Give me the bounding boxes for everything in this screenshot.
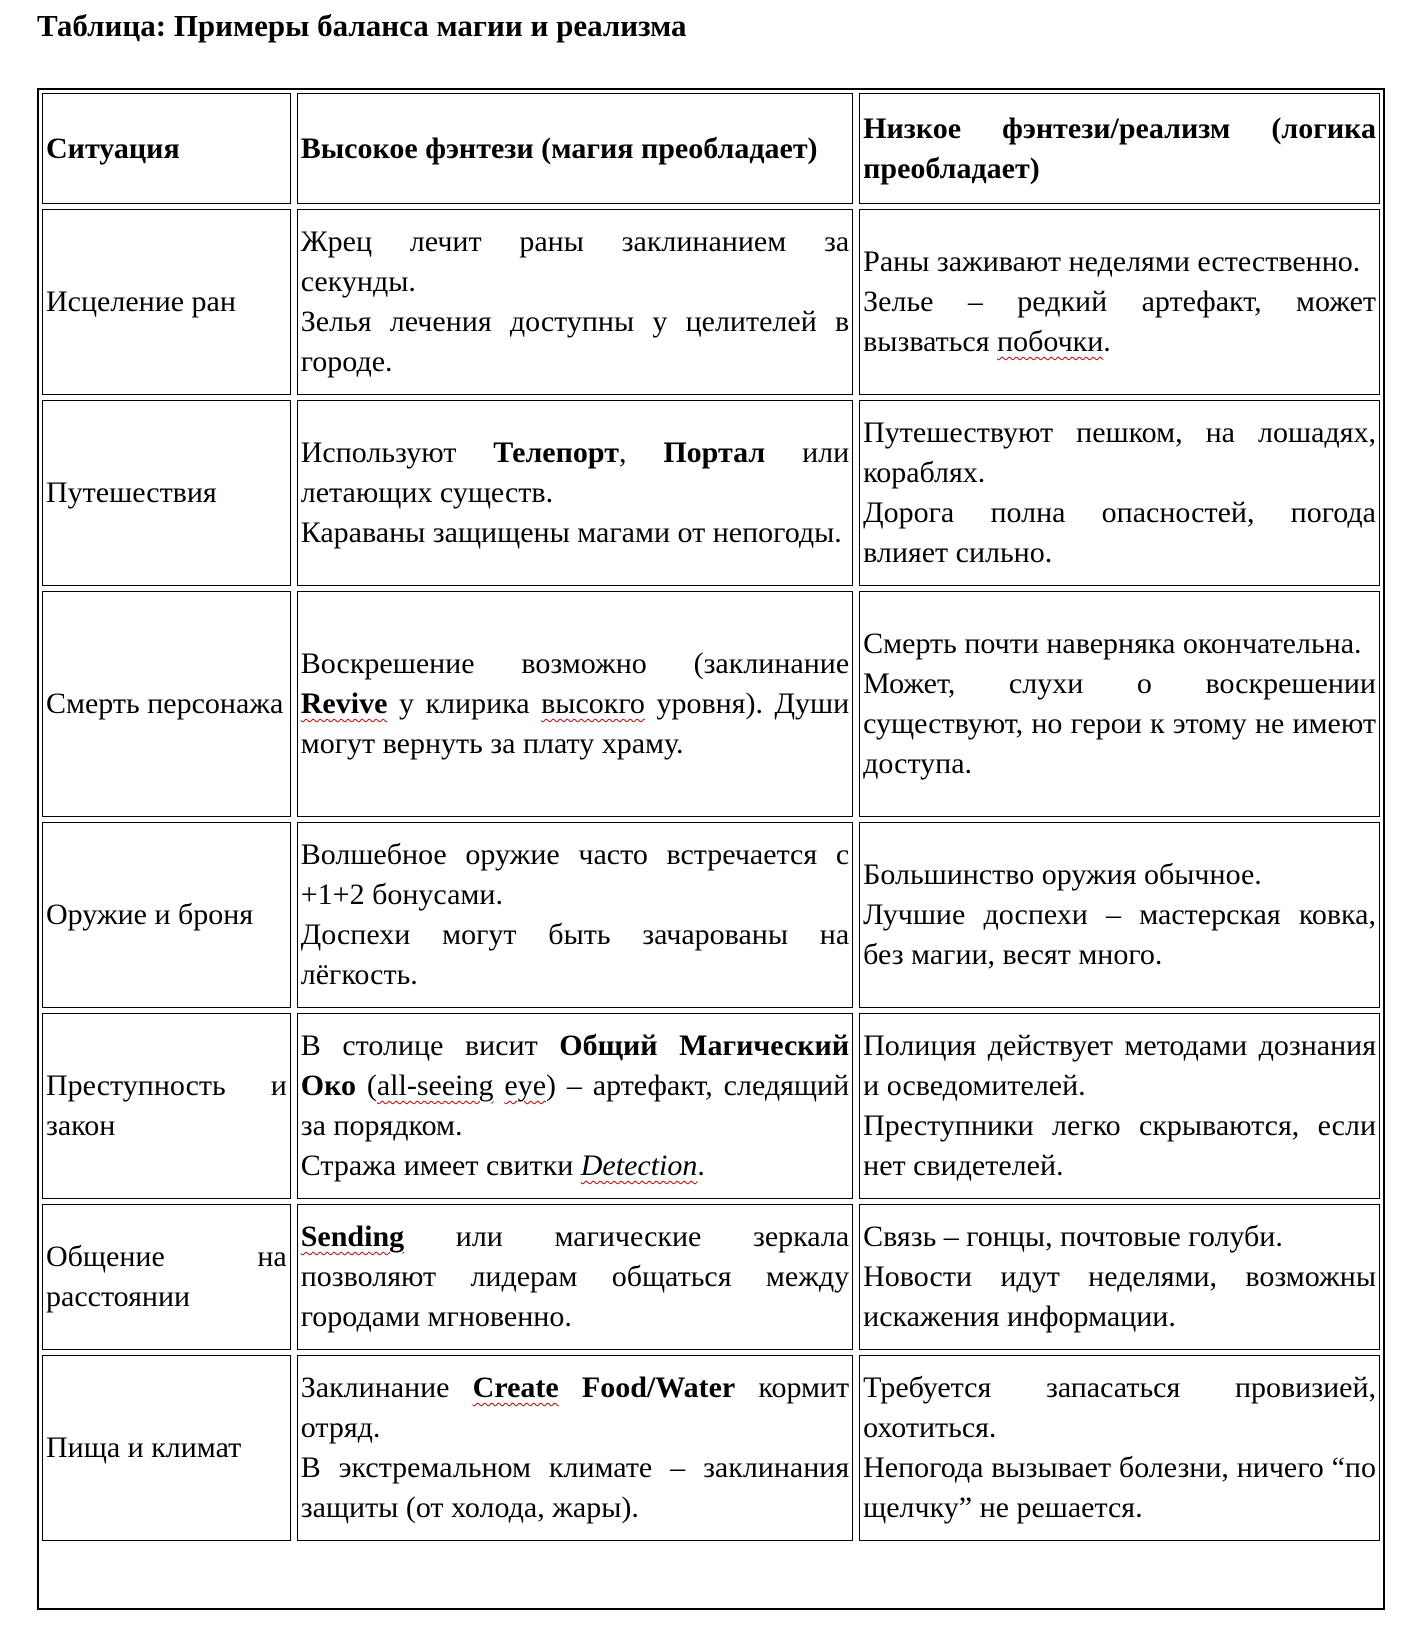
table-header-row: [42, 93, 1380, 204]
cell-line: Зелье – редкий артефакт, может вызваться побочки.: [863, 285, 1376, 358]
bold-term: Revive: [300, 687, 388, 720]
cell-line: Заклинание Create Food/Water кормит отряд.: [300, 1371, 850, 1444]
header-low-fantasy: Низкое фэнтези/реализм (логика преобладает): [859, 93, 1380, 204]
cell-line: Зелья лечения доступны у целителей в городе.: [300, 305, 850, 378]
row-high-fantasy: [297, 1204, 853, 1350]
table-row: [42, 209, 1380, 395]
table-row: [42, 400, 1380, 586]
cell-line: Доспехи могут быть зачарованы на лёгкость.: [300, 918, 850, 991]
spellcheck-word: высокго: [541, 687, 645, 720]
cell-line: Раны заживают неделями естественно.: [863, 245, 1361, 278]
cell-line: Непогода вызывает болезни, ничего “по щелчку” не решается.: [863, 1451, 1376, 1524]
header-situation: Ситуация: [42, 93, 291, 204]
comparison-table-frame: [37, 88, 1385, 1610]
cell-line: Полиция действует методами дознания и осведомителей.: [863, 1029, 1376, 1102]
bold-term: Food/Water: [581, 1371, 736, 1404]
row-situation: Исцеление ран: [42, 209, 291, 395]
cell-line: Может, слухи о воскрешении существуют, но герои к этому не имеют доступа.: [863, 667, 1376, 780]
cell-line: Волшебное оружие часто встречается с +1+2 бонусами.: [300, 838, 850, 911]
cell-line: Дорога полна опасностей, погода влияет сильно.: [863, 496, 1376, 569]
cell-line: Связь – гонцы, почтовые голуби.: [863, 1220, 1283, 1253]
cell-line: Жрец лечит раны заклинанием за секунды.: [300, 225, 850, 298]
spellcheck-word: all-seeing: [376, 1069, 494, 1102]
row-low-fantasy: [859, 209, 1380, 395]
cell-line: Используют Телепорт, Портал или летающих существ.: [300, 436, 850, 509]
table-row: [42, 591, 1380, 817]
row-situation: Смерть персонажа: [42, 591, 291, 817]
bold-term: Общий Магический Око: [300, 1029, 850, 1102]
cell-line: Новости идут неделями, возможны искажения информации.: [863, 1260, 1376, 1333]
table-row: [42, 822, 1380, 1008]
page-title: Таблица: Примеры баланса магии и реализма: [37, 8, 687, 43]
row-high-fantasy: [297, 591, 853, 817]
cell-line: Путешествуют пешком, на лошадях, кораблях.: [863, 416, 1376, 489]
cell-line: Преступники легко скрываются, если нет свидетелей.: [863, 1109, 1376, 1182]
row-situation: Путешествия: [42, 400, 291, 586]
cell-line: В экстремальном климате – заклинания защиты (от холода, жары).: [300, 1451, 850, 1524]
bold-term: Sending: [300, 1220, 405, 1253]
bold-term: Телепорт: [493, 436, 619, 469]
row-situation: Преступность и закон: [42, 1013, 291, 1199]
row-situation: Пища и климат: [42, 1355, 291, 1541]
cell-line: В столице висит Общий Магический Око (all-seeing eye) – артефакт, следящий за порядком.: [300, 1029, 850, 1142]
cell-line: Требуется запасаться провизией, охотиться.: [863, 1371, 1376, 1444]
row-high-fantasy: [297, 209, 853, 395]
row-low-fantasy: [859, 1355, 1380, 1541]
cell-line: Воскрешение возможно (заклинание Revive у клирика высокго уровня). Души могут вернуть за плату храму.: [300, 647, 850, 760]
row-high-fantasy: [297, 1013, 853, 1199]
spellcheck-word: eye: [504, 1069, 547, 1102]
row-low-fantasy: [859, 1204, 1380, 1350]
comparison-table: [36, 88, 1386, 1546]
row-situation: Общение на расстоянии: [42, 1204, 291, 1350]
cell-line: Смерть почти наверняка окончательна.: [863, 627, 1362, 660]
cell-line: Sending или магические зеркала позволяют лидерам общаться между городами мгновенно.: [300, 1220, 850, 1333]
bold-term: Портал: [663, 436, 766, 469]
row-low-fantasy: [859, 1013, 1380, 1199]
spellcheck-word: побочки: [997, 325, 1104, 358]
table-row: [42, 1204, 1380, 1350]
bold-term: Create: [472, 1371, 559, 1404]
row-situation: Оружие и броня: [42, 822, 291, 1008]
row-high-fantasy: [297, 1355, 853, 1541]
row-low-fantasy: [859, 591, 1380, 817]
italic-term: Detection: [580, 1149, 698, 1182]
cell-line: Стража имеет свитки Detection.: [300, 1149, 705, 1182]
row-high-fantasy: [297, 822, 853, 1008]
row-low-fantasy: [859, 822, 1380, 1008]
table-row: [42, 1013, 1380, 1199]
row-low-fantasy: [859, 400, 1380, 586]
row-high-fantasy: [297, 400, 853, 586]
cell-line: Караваны защищены магами от непогоды.: [300, 516, 842, 549]
header-high-fantasy: Высокое фэнтези (магия преобладает): [297, 93, 853, 204]
table-row: [42, 1355, 1380, 1541]
cell-line: Лучшие доспехи – мастерская ковка, без магии, весят много.: [863, 898, 1376, 971]
cell-line: Большинство оружия обычное.: [863, 858, 1262, 891]
